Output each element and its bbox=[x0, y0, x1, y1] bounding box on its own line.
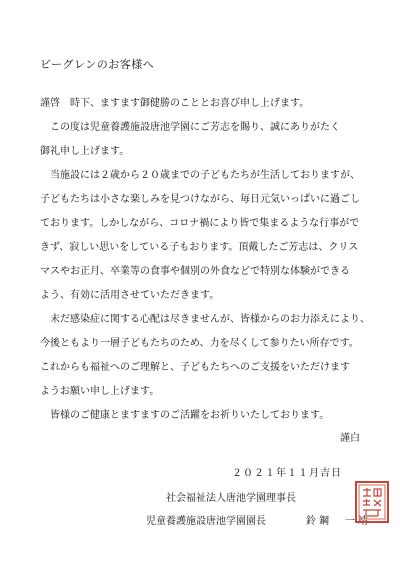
body-line: 皆様のご健康とますますのご活躍をお祈りいたしております。 bbox=[50, 410, 330, 421]
signer-name: 鈴鋼 一靖 bbox=[306, 516, 371, 527]
letter-body bbox=[40, 92, 372, 428]
body-line: よう、有効に活用させていただきます。 bbox=[40, 290, 220, 301]
body-line: これからも福祉へのご理解と、子どもたちへのご支援をいただけます bbox=[40, 362, 350, 373]
body-line: 謹啓 時下、ますます御健勝のこととお喜び申し上げます。 bbox=[40, 98, 310, 109]
body-line: マスやお正月、卒業等の食事や個別の外食などで特別な体験ができる bbox=[40, 266, 350, 277]
body-line: きず、寂しい思いをしている子もおります。頂戴したご芳志は、クリス bbox=[40, 242, 359, 253]
organization: 社会福祉法人唐池学園理事長 bbox=[166, 493, 296, 504]
body-line: 御礼申し上げます。 bbox=[40, 146, 130, 157]
signer-title: 児童養護施設唐池学園園長 bbox=[146, 516, 266, 527]
body-line: 今後ともより一層子どもたちのため、力を尽くして参りたい所存です。 bbox=[40, 338, 359, 349]
body-line: 未だ感染症に関する心配は尽きませんが、皆様からのお力添えにより、 bbox=[50, 314, 370, 325]
body-line: ております。しかしながら、コロナ禍により皆で集まるような行事がで bbox=[40, 218, 360, 229]
seal-stamp-icon bbox=[354, 480, 390, 524]
body-line: 子どもたちは小さな楽しみを見つけながら、毎日元気いっぱいに過ごし bbox=[40, 194, 360, 205]
body-line: この度は児童養護施設唐池学園にご芳志を賜り、誠にありがたく bbox=[50, 122, 340, 133]
salutation: ビーグレンのお客様へ bbox=[40, 58, 155, 71]
closing: 謹白 bbox=[340, 433, 360, 444]
letter-date: ２０２１年１１月吉日 bbox=[232, 468, 342, 479]
body-line: ようお願い申し上げます。 bbox=[40, 386, 160, 397]
body-line: 当施設には２歳から２０歳までの子どもたちが生活しておりますが、 bbox=[50, 170, 360, 181]
